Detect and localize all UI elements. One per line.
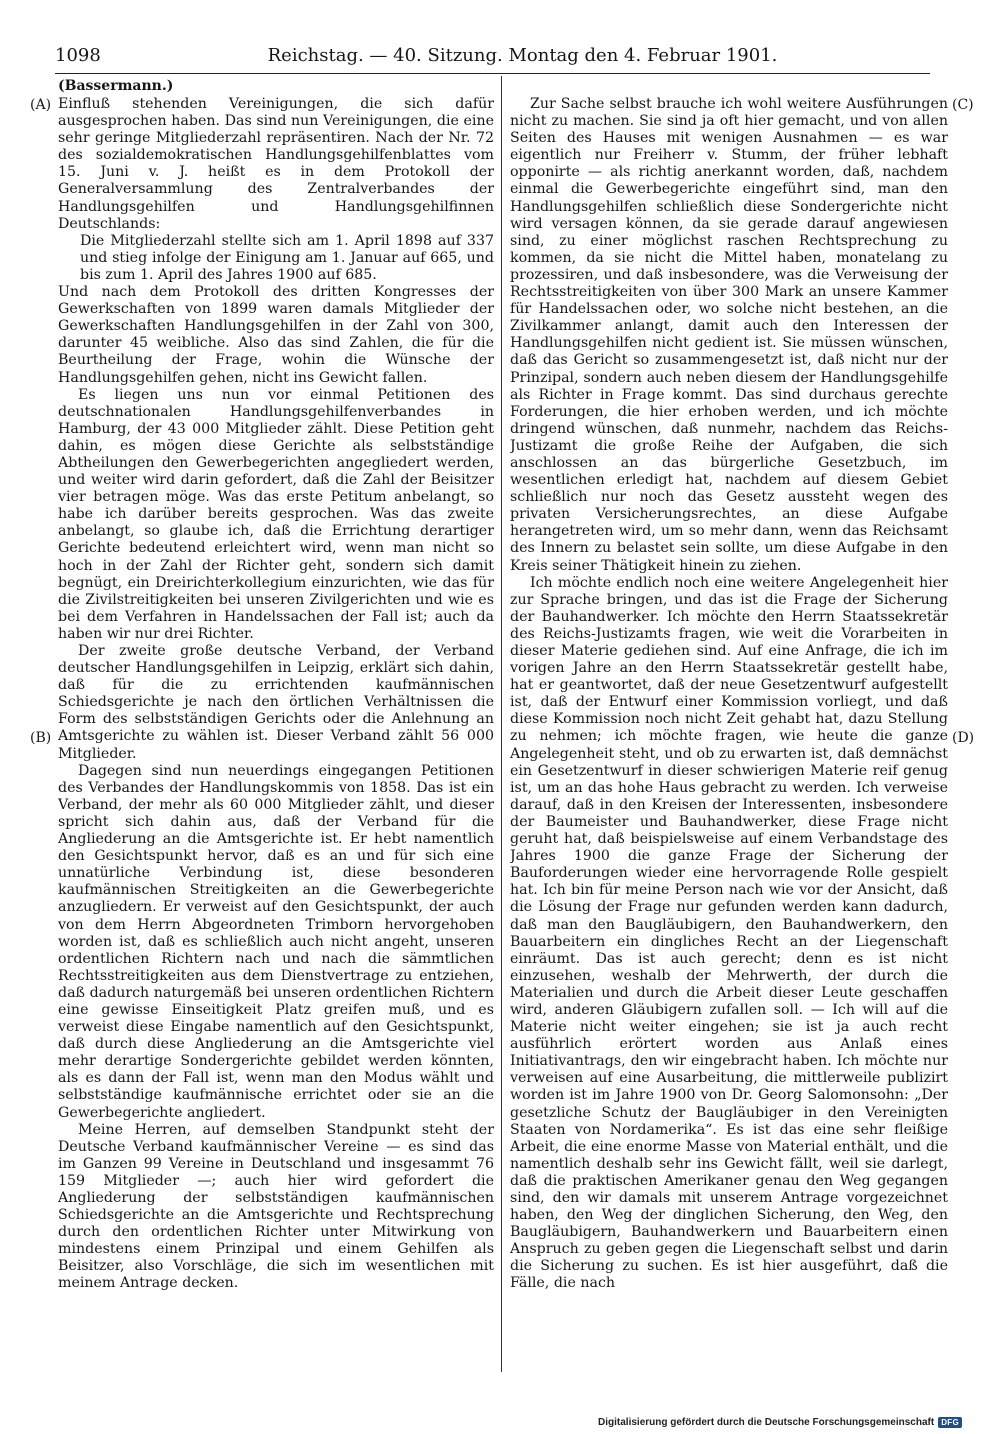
- paragraph: Der zweite große deutsche Verband, der Verband deutscher Handlungsgehilfen in Leipzig, erklärt sich dahin, daß für die zu errichtenden kaufmännischen Schiedsgerichte je nach den örtlichen Verhältnissen die Form des selbstständigen Gerichts oder die Anlehnung an Amtsgerichte zu wählen ist. Dieser Verband zählt 56 000 Mitglieder.: [58, 643, 494, 762]
- speaker-name: (Bassermann.): [58, 78, 174, 94]
- funding-credit: Digitalisierung gefördert durch die Deutsche Forschungsgemeinschaft: [598, 1417, 935, 1428]
- paragraph: Ich möchte endlich noch eine weitere Angelegenheit hier zur Sprache bringen, und das ist die Frage der Sicherung der Bauhandwerker. Ich möchte den Herrn Staatssekretär des Reichs-Justizamts fragen, wie weit die Vorarbeiten in dieser Materie gediehen sind. Auf eine Anfrage, die ich im vorigen Jahre an den Herrn Staatssekretär gestellt habe, hat er geantwortet, daß der neue Gesetzentwurf aufgestellt ist, daß der Entwurf einer Kommission vorliegt, und daß diese Kommission noch nicht Zeit gehabt hat, dazu Stellung zu nehmen; ich möchte fragen, wie heute die ganze Angelegenheit steht, und ob zu erwarten ist, daß demnächst ein Gesetzentwurf in dieser schwierigen Materie reif genug ist, um an das hohe Haus gebracht zu werden. Ich verweise darauf, daß in den Kreisen der Interessenten, insbesondere der Baumeister und Bauhandwerker, diese Frage nicht geruht hat, daß beispielsweise auf einem Verbandstage des Jahres 1900 die ganze Frage der Sicherung der Bauforderungen wieder eine hervorragende Rolle gespielt hat. Ich bin für meine Person nach wie vor der Ansicht, daß die Lösung der Frage nur gefunden werden kann dadurch, daß man den Baugläubigern, den Bauhandwerkern, den Bauarbeitern ein dingliches Recht an der Liegenschaft einräumt. Das ist auch gerecht; denn es ist nicht einzusehen, weshalb der Mehrwerth, der durch die Materialien und durch die Arbeit dieser Leute geschaffen wird, anderen Gläubigern zufallen soll. — Ich will auf die Materie nicht weiter eingehen; sie ist ja auch recht ausführlich erörtert worden aus Anlaß eines Initiativantrags, den wir eingebracht haben. Ich möchte nur verweisen auf eine Ausarbeitung, die mittlerweile publizirt worden ist im Jahre 1900 von Dr. Georg Salomonsohn: „Der gesetzliche Schutz der Baugläubiger in den Vereinigten Staaten von Nordamerika“. Es ist das eine sehr fleißige Arbeit, die eine enorme Masse von Material enthält, und die namentlich deshalb sehr ins Gewicht fällt, weil sie darlegt, daß die praktischen Amerikaner genau den Weg gegangen sind, den wir damals mit unserem Antrage vorgezeichnet haben, den Weg der dinglichen Sicherung, den Weg, den Baugläubigern, Bauhandwerkern und Bauarbeitern einen Anspruch zu geben gegen die Liegenschaft selbst und darin die Sicherung zu suchen. Es ist hier ausgeführt, daß die Fälle, die nach: [510, 574, 948, 1292]
- block-quote: Die Mitgliederzahl stellte sich am 1. April 1898 auf 337 und stieg infolge der Einigung am 1. Januar auf 665, und bis zum 1. April des Jahres 1900 auf 685.: [80, 232, 494, 283]
- paragraph: Einfluß stehenden Vereinigungen, die sich dafür ausgesprochen haben. Das sind nun Vereinigungen, die eine sehr geringe Mitgliederzahl repräsentiren. Nach der Nr. 72 des sozialdemokratischen Handlungsgehilfenblattes vom 15. Juni v. J. heißt es in dem Protokoll der Generalversammlung des Zentralverbandes der Handlungsgehilfen und Handlungsgehilfinnen Deutschlands:: [58, 96, 494, 232]
- right-column: [510, 96, 948, 1366]
- paragraph: Es liegen uns nun vor einmal Petitionen des deutschnationalen Handlungsgehilfenverbandes in Hamburg, der 43 000 Mitglieder zählt. Diese Petition geht dahin, es mögen diese Gerichte als selbstständige Abtheilungen den Gewerbegerichten angegliedert werden, und weiter wird darin gefordert, daß die Zahl der Beisitzer vier betragen möge. Was das erste Petitum anbelangt, so habe ich darüber bereits gesprochen. Was das zweite anbelangt, so glaube ich, daß die Errichtung derartiger Gerichte bedeutend erleichtert wird, wenn man nicht so hoch in der Zahl der Richter geht, sondern sich damit begnügt, ein Dreirichterkollegium einzurichten, wie das für die Zivilstreitigkeiten bei unseren Zivilgerichten und wie es bei dem Verfahren in Handelssachen der Fall ist; auch da haben wir nur drei Richter.: [58, 386, 494, 642]
- page-number: 1098: [55, 45, 101, 66]
- margin-marker-b: (B): [30, 730, 52, 746]
- column-divider: [501, 76, 502, 1372]
- page-footer: [598, 1417, 962, 1428]
- paragraph: Und nach dem Protokoll des dritten Kongresses der Gewerkschaften von 1899 waren damals Mitglieder der Gewerkschaften Handlungsgehilfen in der Zahl von 300, darunter 45 weibliche. Also das sind Zahlen, die für die Beurtheilung der Frage, wohin die Wünsche der Handlungsgehilfen gehen, nicht ins Gewicht fallen.: [58, 284, 494, 386]
- running-title: Reichstag. — 40. Sitzung. Montag den 4. Februar 1901.: [267, 45, 778, 66]
- margin-marker-a: (A): [30, 97, 52, 113]
- margin-marker-d: (D): [952, 730, 975, 746]
- margin-marker-c: (C): [952, 97, 974, 113]
- dfg-logo-icon: DFG: [938, 1417, 962, 1428]
- left-column: [58, 96, 494, 1366]
- paragraph: Zur Sache selbst brauche ich wohl weitere Ausführungen nicht zu machen. Sie sind ja oft hier gemacht, und von allen Seiten des Hauses mit wenigen Ausnahmen — es war eigentlich nur Freiherr v. Stumm, der früher lebhaft opponirte — als richtig anerkannt worden, daß, nachdem einmal die Gewerbegerichte eingeführt sind, man den Handlungsgehilfen schließlich diese Sondergerichte nicht wird versagen können, da sie gerade darauf angewiesen sind, zu einer möglichst raschen Rechtsprechung zu kommen, da sie nicht die Mittel haben, monatelang zu prozessiren, und daß insbesondere, was die Verweisung der Rechtsstreitigkeiten von über 300 Mark an unsere Kammer für Handelssachen oder, wo solche nicht bestehen, an die Zivilkammer anlangt, damit auch den Interessen der Handlungsgehilfen nicht gedient ist. Sie müssen wünschen, daß das Gericht so zusammengesetzt ist, daß nicht nur der Prinzipal, sondern auch neben diesem der Handlungsgehilfe als Richter in Frage kommt. Das sind durchaus gerechte Forderungen, die hier erhoben werden, und ich möchte dringend wünschen, daß nunmehr, nachdem das Reichs-Justizamt die große Reihe der Aufgaben, die sich anschlossen an das bürgerliche Gesetzbuch, im wesentlichen erledigt hat, nachdem auf diesem Gebiet schließlich nur noch das Gesetz aussteht wegen des privaten Versicherungsrechtes, an diese Aufgabe herangetreten wird, um so mehr dann, wenn das Reichsamt des Innern zu belastet sein sollte, um diese Aufgabe in den Kreis seiner Thätigkeit hinein zu ziehen.: [510, 96, 948, 574]
- paragraph: Meine Herren, auf demselben Standpunkt steht der Deutsche Verband kaufmännischer Vereine — es sind das im Ganzen 99 Vereine in Deutschland und insgesammt 76 159 Mitglieder —; auch hier wird gefordert die Angliederung der selbstständigen kaufmännischen Schiedsgerichte an die Amtsgerichte und Rechtsprechung durch den ordentlichen Richter unter Mitwirkung von mindestens einem Prinzipal und einem Gehilfen als Beisitzer, also Vorschläge, die sich im wesentlichen mit meinem Antrage decken.: [58, 1121, 494, 1292]
- page-header: [55, 43, 930, 74]
- paragraph: Dagegen sind nun neuerdings eingegangen Petitionen des Verbandes der Handlungskommis von 1858. Das ist ein Verband, der mehr als 60 000 Mitglieder zählt, und dieser spricht sich dahin aus, daß der Verband für die Angliederung an die Amtsgerichte ist. Er hebt namentlich den Gesichtspunkt hervor, daß es an und für sich eine unnatürliche Verbindung ist, diese besonderen kaufmännischen Streitigkeiten an die Gewerbegerichte anzugliedern. Er verweist auf den Gesichtspunkt, der auch von dem Herrn Abgeordneten Trimborn hervorgehoben worden ist, daß es schließlich auch nicht angeht, unseren ordentlichen Richtern nach und nach die sämmtlichen Rechtsstreitigkeiten aus dem Dienstvertrage zu entziehen, daß dadurch naturgemäß bei unseren ordentlichen Richtern eine gewisse Einseitigkeit Platz greifen muß, und es verweist diese Eingabe namentlich auf den Gesichtspunkt, daß durch diese Angliederung an die Amtsgerichte viel mehr derartige Sondergerichte gebildet werden könnten, als es dann der Fall ist, wenn man den Modus wählt und selbstständige kaufmännische errichtet oder sie an die Gewerbegerichte angliedert.: [58, 762, 494, 1121]
